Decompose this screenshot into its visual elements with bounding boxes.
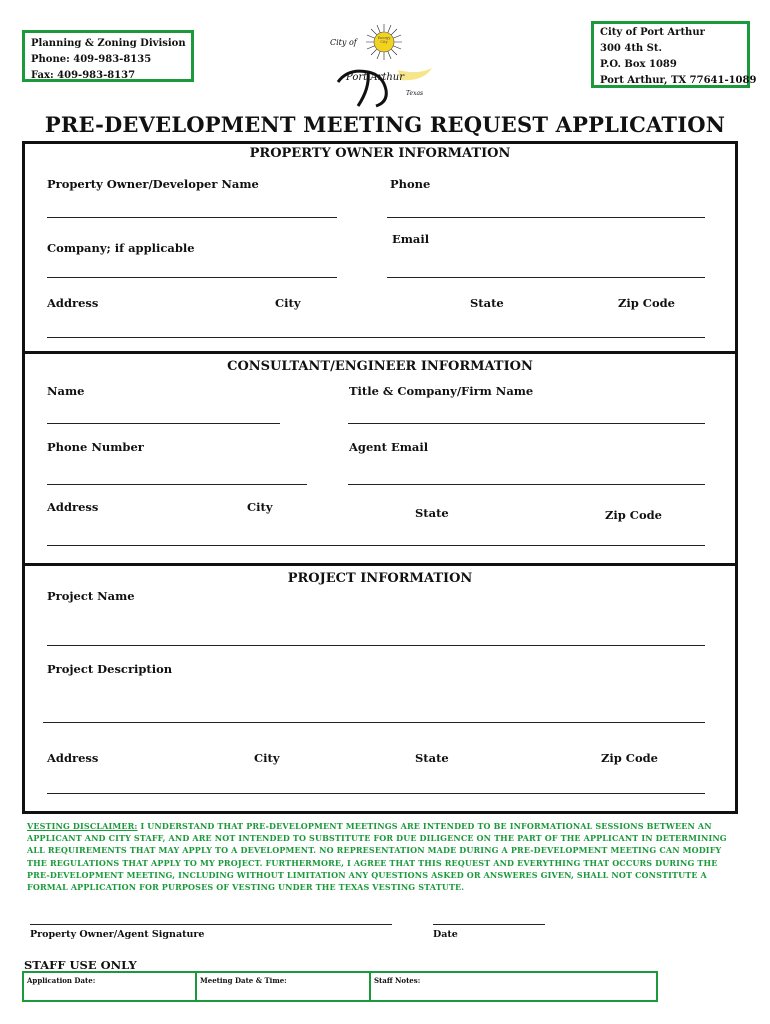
city-po-box: P.O. Box 1089	[600, 59, 677, 70]
division-name: Planning & Zoning Division	[31, 38, 186, 49]
consultant-section	[22, 351, 738, 566]
logo-sun-text: Energy City	[377, 36, 391, 44]
project-state-label: State	[415, 751, 449, 765]
city-street: 300 4th St.	[600, 43, 663, 54]
owner-email-field[interactable]	[387, 277, 705, 278]
consultant-name-label: Name	[47, 384, 85, 398]
staff-application-date[interactable]: Application Date:	[24, 973, 197, 1000]
consultant-state-label: State	[415, 506, 449, 520]
consultant-zip-label: Zip Code	[605, 508, 662, 522]
owner-company-field[interactable]	[47, 277, 337, 278]
project-heading: PROJECT INFORMATION	[287, 571, 473, 586]
logo-port-arthur: Port Arthur	[346, 72, 405, 83]
project-address-label: Address	[47, 751, 99, 765]
owner-state-label: State	[470, 296, 504, 310]
signature-label: Property Owner/Agent Signature	[30, 929, 205, 940]
city-name: City of Port Arthur	[600, 27, 705, 38]
owner-phone-field[interactable]	[387, 217, 705, 218]
page-title: PRE-DEVELOPMENT MEETING REQUEST APPLICATION	[44, 112, 726, 137]
project-desc-field[interactable]	[43, 722, 705, 723]
signature-field[interactable]	[30, 924, 392, 925]
consultant-email-label: Agent Email	[349, 440, 429, 454]
consultant-phone-label: Phone Number	[47, 440, 144, 454]
project-name-field[interactable]	[47, 645, 705, 646]
consultant-city-label: City	[247, 500, 273, 514]
consultant-title-label: Title & Company/Firm Name	[349, 384, 534, 398]
disclaimer-heading: VESTING DISCLAIMER:	[27, 821, 138, 831]
date-field[interactable]	[433, 924, 545, 925]
owner-section	[22, 141, 738, 354]
logo-city-of: City of	[330, 38, 357, 47]
owner-city-label: City	[275, 296, 301, 310]
city-zip: Port Arthur, TX 77641-1089	[600, 75, 757, 86]
staff-meeting-date[interactable]: Meeting Date & Time:	[197, 973, 371, 1000]
consultant-phone-field[interactable]	[47, 484, 307, 485]
consultant-email-field[interactable]	[348, 484, 705, 485]
consultant-heading: CONSULTANT/ENGINEER INFORMATION	[227, 359, 533, 374]
consultant-title-field[interactable]	[348, 423, 705, 424]
owner-address-label: Address	[47, 296, 99, 310]
owner-address-field[interactable]	[47, 337, 705, 338]
owner-email-label: Email	[392, 232, 430, 246]
staff-use-heading: STAFF USE ONLY	[24, 958, 137, 972]
disclaimer-text: I UNDERSTAND THAT PRE-DEVELOPMENT MEETINGS ARE INTENDED TO BE INFORMATIONAL SESSIONS BETWEEN AN APPLICANT AND CITY STAFF, AND ARE NOT INTENDED TO SUBSTITUTE FOR DUE DILIGENCE ON THE PART OF THE APPLICANT IN DETERMINING ALL REQUIREMENTS THAT MAY APPLY TO A DEVELOPMENT. NO REPRESENTATION MADE DURING A PRE-DEVELOPMENT MEETING CAN MODIFY THE REGULATIONS THAT APPLY TO MY PROJECT. FURTHERMORE, I AGREE THAT THIS REQUEST AND EVERYTHING THAT OCCURS DURING THE PRE-DEVELOPMENT MEETING, INCLUDING WITHOUT LIMITATION ANY QUESTIONS ASKED OR ANSWERES GIVEN, SHALL NOT CONSTITUTE A FORMAL APPLICATION FOR PURPOSES OF VESTING UNDER THE TEXAS VESTING STATUTE.	[27, 821, 727, 893]
owner-company-label: Company; if applicable	[47, 241, 195, 255]
staff-use-box	[22, 971, 658, 1002]
project-section	[22, 563, 738, 814]
logo-texas: Texas	[406, 90, 424, 97]
consultant-address-field[interactable]	[47, 545, 705, 546]
project-zip-label: Zip Code	[601, 751, 658, 765]
owner-name-field[interactable]	[47, 217, 337, 218]
date-label: Date	[433, 929, 458, 940]
consultant-name-field[interactable]	[47, 423, 280, 424]
consultant-address-label: Address	[47, 500, 99, 514]
project-name-label: Project Name	[47, 589, 135, 603]
division-fax: Fax: 409-983-8137	[31, 70, 136, 81]
division-contact-box	[22, 30, 194, 82]
project-city-label: City	[254, 751, 280, 765]
vesting-disclaimer	[27, 820, 727, 893]
owner-phone-label: Phone	[390, 177, 431, 191]
owner-name-label: Property Owner/Developer Name	[47, 177, 259, 191]
city-logo	[328, 20, 438, 110]
project-desc-label: Project Description	[47, 662, 173, 676]
owner-heading: PROPERTY OWNER INFORMATION	[249, 146, 511, 161]
division-phone: Phone: 409-983-8135	[31, 54, 152, 65]
project-address-field[interactable]	[47, 793, 705, 794]
city-address-box	[591, 21, 757, 88]
owner-zip-label: Zip Code	[618, 296, 675, 310]
staff-notes[interactable]: Staff Notes:	[374, 976, 421, 985]
